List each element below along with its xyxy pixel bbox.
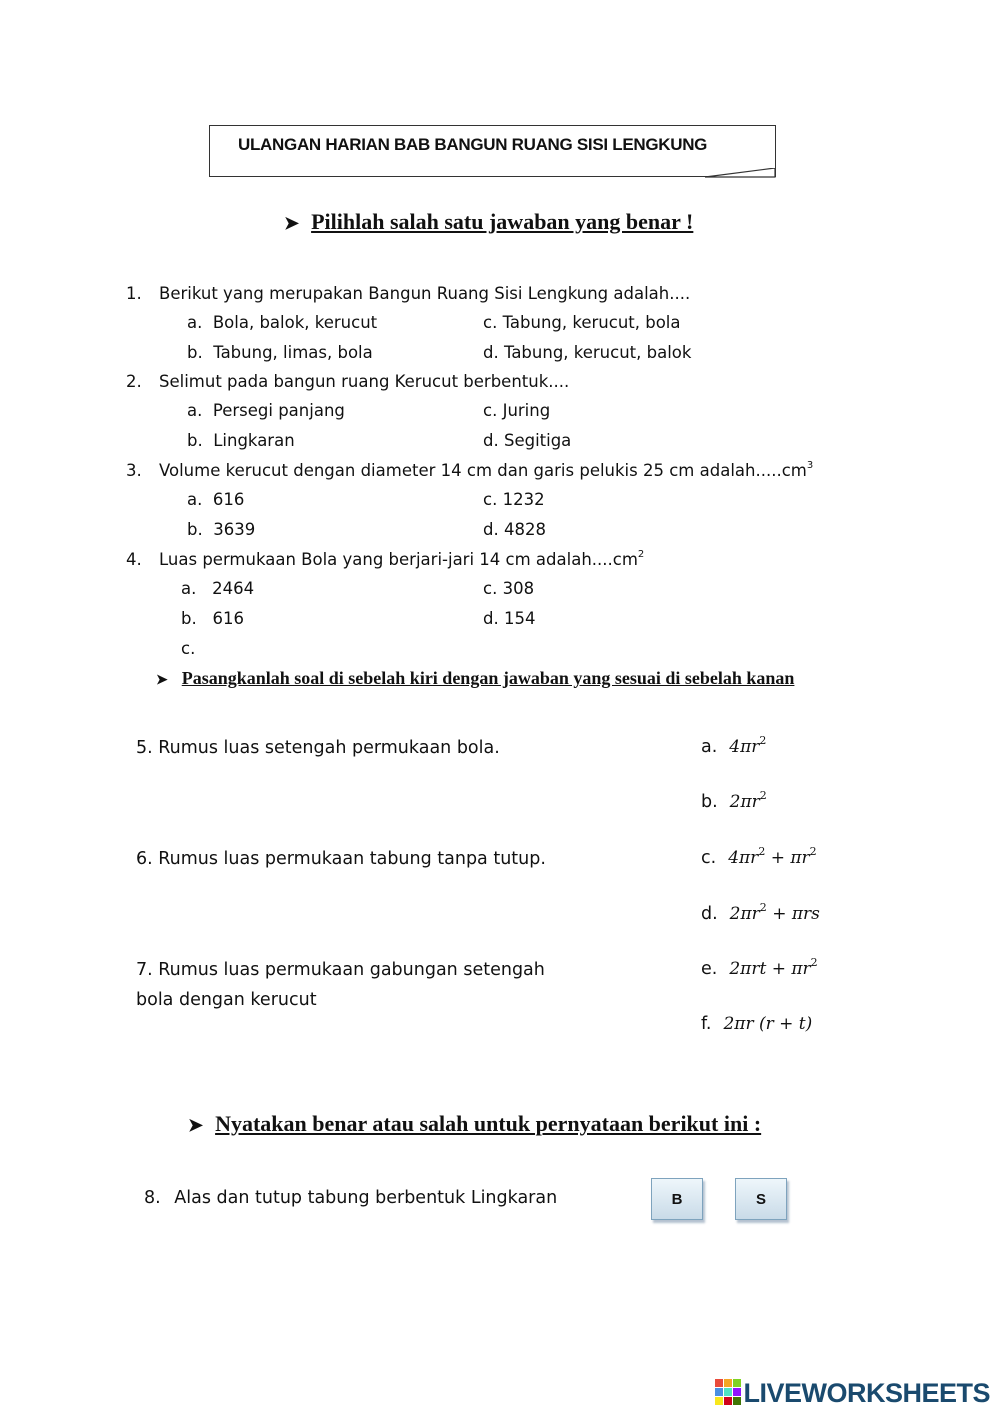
q4-option-a[interactable] <box>181 579 254 598</box>
q3-option-b[interactable] <box>187 520 255 539</box>
arrow-bullet-icon: ➤ <box>156 673 168 688</box>
option-label: a. <box>187 313 203 332</box>
option-text: Lingkaran <box>213 431 295 450</box>
option-label: b. <box>187 343 203 362</box>
option-label: a. <box>181 579 197 598</box>
answer-formula: $4\pi r^2 + \pi r^2$ <box>728 845 817 868</box>
question-number: 4. <box>126 550 142 569</box>
match-answer-f[interactable] <box>701 1014 812 1034</box>
option-label: d. <box>483 343 499 362</box>
arrow-bullet-icon: ➤ <box>284 213 300 233</box>
option-text: 4828 <box>503 520 546 539</box>
section3-heading <box>188 1111 761 1137</box>
q1-option-a[interactable] <box>187 313 377 332</box>
liveworksheets-logo <box>715 1378 990 1409</box>
match-question-5: 5. Rumus luas setengah permukaan bola. <box>136 738 500 758</box>
option-label: a. <box>187 401 203 420</box>
title-box <box>209 125 776 177</box>
q4-option-c[interactable] <box>483 579 534 598</box>
answer-label: e. <box>701 959 718 979</box>
option-label: d. <box>483 431 499 450</box>
option-label: d. <box>483 520 499 539</box>
question-text: Luas permukaan Bola yang berjari-jari 14 cm adalah....cm <box>159 550 638 569</box>
q3-option-a[interactable] <box>187 490 244 509</box>
question-number: 2. <box>126 372 142 391</box>
q1-option-c[interactable] <box>483 313 681 332</box>
question-number: 1. <box>126 284 142 303</box>
option-label: c. <box>483 579 498 598</box>
q1-option-d[interactable] <box>483 343 691 362</box>
option-label: b. <box>187 520 203 539</box>
answer-formula: $2\pi r^2 + \pi rs$ <box>729 901 820 924</box>
unit-superscript: 3 <box>806 460 814 471</box>
section3-heading-text: Nyatakan benar atau salah untuk pernyataan berikut ini : <box>215 1111 762 1136</box>
option-text: Tabung, kerucut, bola <box>502 313 681 332</box>
q2-option-a[interactable] <box>187 401 345 420</box>
question-number: 3. <box>126 461 142 480</box>
match-answer-a[interactable] <box>701 734 767 757</box>
answer-label: d. <box>701 904 718 924</box>
option-text: Tabung, limas, bola <box>213 343 373 362</box>
q3-option-d[interactable] <box>483 520 546 539</box>
page-fold-decoration <box>705 168 777 178</box>
option-label: c. <box>483 401 498 420</box>
option-text: 3639 <box>213 520 256 539</box>
q2-option-d[interactable] <box>483 431 571 450</box>
option-label: c. <box>483 490 498 509</box>
option-text: Segitiga <box>503 431 572 450</box>
match-question-7-line2: bola dengan kerucut <box>136 990 317 1010</box>
question-1 <box>126 284 690 303</box>
true-button[interactable]: B <box>651 1178 703 1220</box>
option-text: 2464 <box>212 579 255 598</box>
q4-stray-label: c. <box>181 639 196 658</box>
answer-formula: $2\pi rt + \pi r^2$ <box>729 956 818 979</box>
option-text: Tabung, kerucut, balok <box>503 343 692 362</box>
q4-option-d[interactable] <box>483 609 535 628</box>
option-label: c. <box>483 313 498 332</box>
option-label: a. <box>187 490 203 509</box>
statement-number: 8. <box>144 1188 161 1208</box>
false-button[interactable]: S <box>735 1178 787 1220</box>
option-label: b. <box>181 609 197 628</box>
section1-heading-text: Pilihlah salah satu jawaban yang benar ! <box>311 209 694 234</box>
option-text: Persegi panjang <box>212 401 345 420</box>
option-label: d. <box>483 609 499 628</box>
question-3 <box>126 461 813 480</box>
option-label: b. <box>187 431 203 450</box>
answer-label: f. <box>701 1014 712 1034</box>
q1-option-b[interactable] <box>187 343 373 362</box>
answer-formula: $4\pi r^2$ <box>729 734 767 757</box>
match-answer-b[interactable] <box>701 789 767 812</box>
arrow-bullet-icon: ➤ <box>188 1115 204 1135</box>
answer-label: a. <box>701 737 718 757</box>
option-text: 1232 <box>502 490 545 509</box>
q2-option-c[interactable] <box>483 401 550 420</box>
match-question-7-line1: 7. Rumus luas permukaan gabungan setengah <box>136 960 545 980</box>
option-text: 616 <box>212 490 245 509</box>
q2-option-b[interactable] <box>187 431 295 450</box>
question-2 <box>126 372 569 391</box>
worksheet-title: ULANGAN HARIAN BAB BANGUN RUANG SISI LENGKUNG <box>238 135 708 154</box>
section2-heading <box>156 668 794 689</box>
unit-superscript: 2 <box>637 549 645 560</box>
question-text: Selimut pada bangun ruang Kerucut berbentuk.... <box>159 372 570 391</box>
statement-text: Alas dan tutup tabung berbentuk Lingkaran <box>174 1188 558 1208</box>
question-text: Berikut yang merupakan Bangun Ruang Sisi Lengkung adalah.... <box>159 284 691 303</box>
true-false-statement-8 <box>144 1183 557 1213</box>
match-question-6: 6. Rumus luas permukaan tabung tanpa tutup. <box>136 849 546 869</box>
q4-option-b[interactable] <box>181 609 244 628</box>
section1-heading <box>284 209 693 235</box>
liveworksheets-logo-icon <box>715 1379 741 1405</box>
answer-formula: 2πr (r + t) <box>723 1014 813 1034</box>
match-answer-c[interactable] <box>701 845 817 868</box>
section2-heading-text: Pasangkanlah soal di sebelah kiri dengan jawaban yang sesuai di sebelah kanan <box>181 668 795 688</box>
q3-option-c[interactable] <box>483 490 545 509</box>
option-text: Juring <box>502 401 551 420</box>
answer-label: c. <box>701 848 717 868</box>
question-4 <box>126 550 644 569</box>
answer-formula: $2\pi r^2$ <box>729 789 767 812</box>
option-text: Bola, balok, kerucut <box>212 313 378 332</box>
match-answer-d[interactable] <box>701 901 820 924</box>
option-text: 616 <box>212 609 244 628</box>
logo-text: LIVEWORKSHEETS <box>743 1378 990 1408</box>
answer-label: b. <box>701 792 718 812</box>
option-text: 154 <box>503 609 536 628</box>
match-answer-e[interactable] <box>701 956 818 979</box>
match-question-7 <box>136 955 545 1015</box>
option-text: 308 <box>502 579 535 598</box>
question-text: Volume kerucut dengan diameter 14 cm dan garis pelukis 25 cm adalah.....cm <box>159 461 807 480</box>
